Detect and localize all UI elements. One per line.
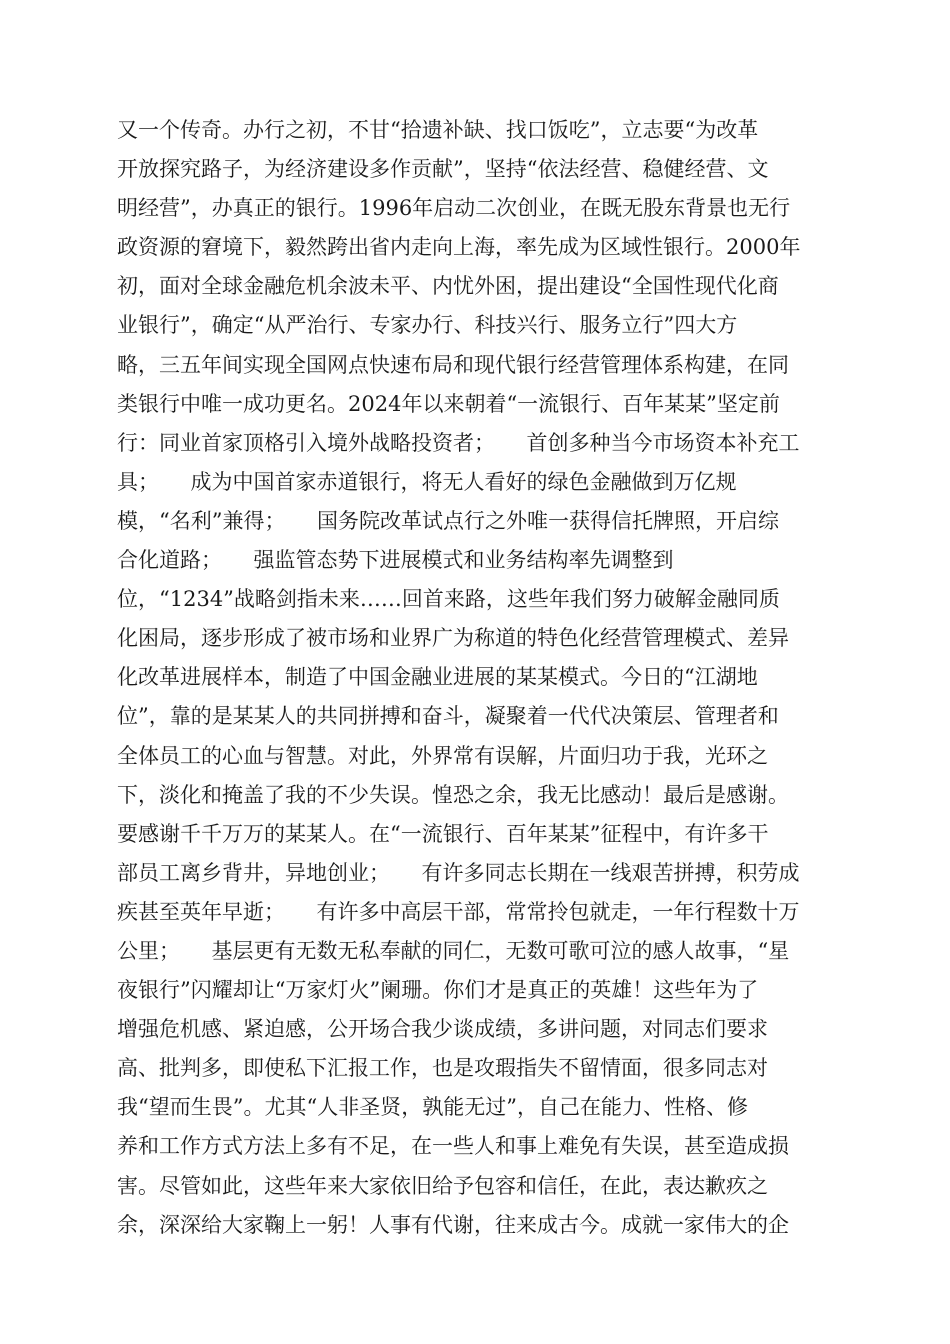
text-line: 部员工离乡背井，异地创业； 有许多同志长期在一线艰苦拼搏，积劳成 — [117, 860, 800, 885]
text-line: 明经营”，办真正的银行。1996年启动二次创业，在既无股东背景也无行 — [117, 196, 791, 221]
text-line: 业银行”，确定“从严治行、专家办行、科技兴行、服务立行”四大方 — [117, 313, 738, 338]
text-line: 位，“1234”战略剑指未来……回首来路，这些年我们努力破解金融同质 — [117, 587, 780, 612]
text-line: 政资源的窘境下，毅然跨出省内走向上海，率先成为区域性银行。2000年 — [117, 235, 801, 260]
text-line: 增强危机感、紧迫感，公开场合我少谈成绩，多讲问题，对同志们要求 — [117, 1017, 768, 1042]
text-line: 公里； 基层更有无数无私奉献的同仁，无数可歌可泣的感人故事，“星 — [117, 938, 790, 963]
text-line: 初，面对全球金融危机余波未平、内忧外困，提出建设“全国性现代化商 — [117, 274, 779, 299]
body-text — [117, 111, 837, 1245]
text-line: 要感谢千千万万的某某人。在“一流银行、百年某某”征程中，有许多干 — [117, 821, 769, 846]
text-line: 类银行中唯一成功更名。2024年以来朝着“一流银行、百年某某”坚定前 — [117, 391, 780, 416]
text-line: 夜银行”闪耀却让“万家灯火”阑珊。你们才是真正的英雄！这些年为了 — [117, 978, 759, 1003]
text-line: 下，淡化和掩盖了我的不少失误。惶恐之余，我无比感动！最后是感谢。 — [117, 782, 789, 807]
text-line: 又一个传奇。办行之初，不甘“拾遗补缺、找口饭吃”，立志要“为改革 — [117, 118, 759, 142]
text-line: 全体员工的心血与智慧。对此，外界常有误解，片面归功于我，光环之 — [117, 743, 768, 768]
text-line: 余，深深给大家鞠上一躬！人事有代谢，往来成古今。成就一家伟大的企 — [117, 1212, 789, 1237]
text-line: 行：同业首家顶格引入境外战略投资者； 首创多种当今市场资本补充工 — [117, 430, 800, 455]
text-line: 化改革进展样本，制造了中国金融业进展的某某模式。今日的“江湖地 — [117, 665, 758, 690]
text-line: 养和工作方式方法上多有不足，在一些人和事上难免有失误，甚至造成损 — [117, 1134, 789, 1159]
text-line: 高、批判多，即使私下汇报工作，也是攻瑕指失不留情面，很多同志对 — [117, 1056, 768, 1081]
text-line: 合化道路； 强监管态势下进展模式和业务结构率先调整到 — [117, 548, 674, 573]
text-line: 化困局，逐步形成了被市场和业界广为称道的特色化经营管理模式、差异 — [117, 626, 789, 651]
text-line: 具； 成为中国首家赤道银行，将无人看好的绿色金融做到万亿规 — [117, 469, 737, 494]
text-line: 害。尽管如此，这些年来大家依旧给予包容和信任，在此，表达歉疚之 — [117, 1173, 768, 1198]
text-line: 位”，靠的是某某人的共同拼搏和奋斗，凝聚着一代代决策层、管理者和 — [117, 704, 779, 729]
text-line: 我“望而生畏”。尤其“人非圣贤，孰能无过”，自己在能力、性格、修 — [117, 1095, 748, 1120]
text-line: 模，“名利”兼得； 国务院改革试点行之外唯一获得信托牌照，开启综 — [117, 508, 779, 533]
text-line: 开放探究路子，为经济建设多作贡献”，坚持“依法经营、稳健经营、文 — [117, 157, 769, 182]
text-line: 疾甚至英年早逝； 有许多中高层干部，常常拎包就走，一年行程数十万 — [117, 899, 800, 924]
text-line: 略，三五年间实现全国网点快速布局和现代银行经营管理体系构建，在同 — [117, 352, 789, 377]
